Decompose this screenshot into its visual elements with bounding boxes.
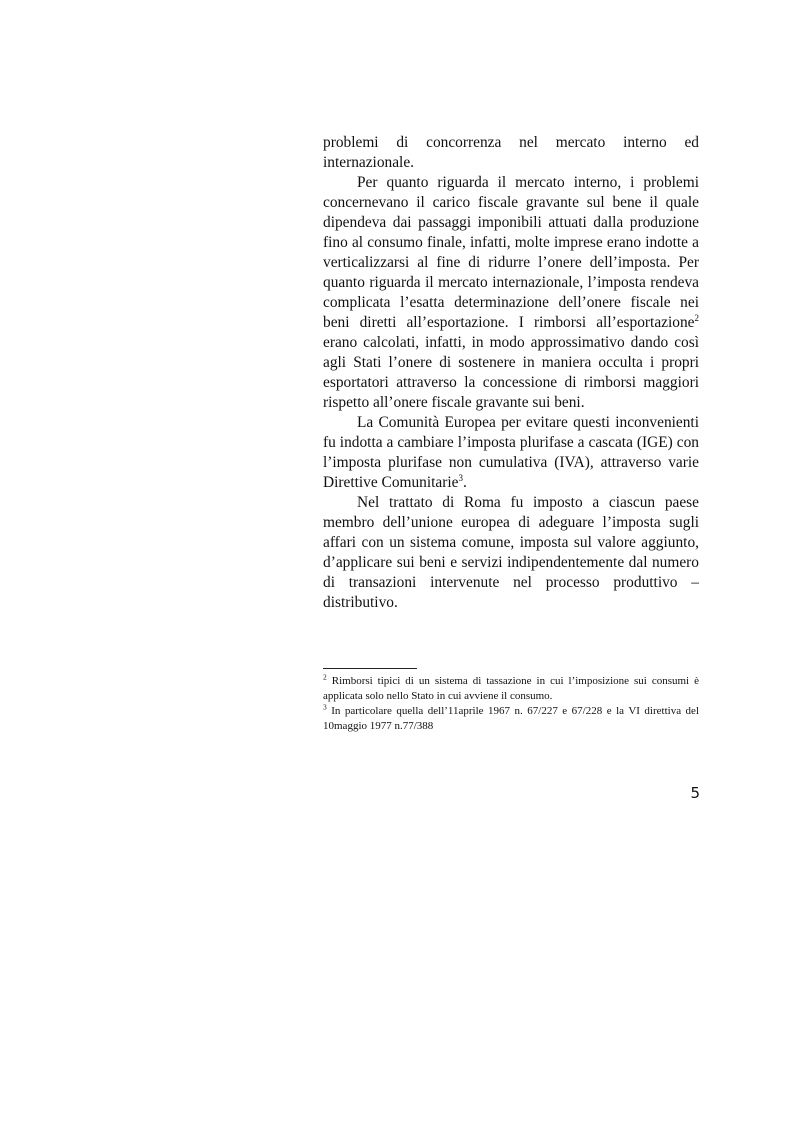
paragraph-2 xyxy=(323,173,699,413)
paragraph-1-text: problemi di concorrenza nel mercato interno ed internazionale. xyxy=(323,134,699,171)
paragraph-3 xyxy=(323,413,699,493)
footnote-ref-3[interactable]: 3 xyxy=(458,472,463,483)
paragraph-1 xyxy=(323,133,699,173)
paragraph-2-text-end: erano calcolati, infatti, in modo approssimativo dando così agli Stati l’onere di sostenere in maniera occulta i propri esportatori attraverso la concessione di rimborsi maggiori rispetto all’onere fiscale gravante sui beni. xyxy=(323,334,699,411)
paragraph-2-text-start: Per quanto riguarda il mercato interno, i problemi concernevano il carico fiscale gravante sul bene il quale dipendeva dai passaggi imponibili attuati dalla produzione fino al consumo finale, infatti, molte imprese erano indotte a verticalizzarsi al fine di ridurre l’onere dell’imposta. Per quanto riguarda il mercato internazionale, l’imposta rendeva complicata l’esatta determinazione dell’onere fiscale nei beni diretti all’esportazione. I rimborsi all’esportazione xyxy=(323,174,699,331)
body-text xyxy=(323,133,699,613)
footnote-2 xyxy=(323,674,699,704)
paragraph-3-text-end: . xyxy=(463,474,467,491)
footnote-3-marker: 3 xyxy=(323,702,327,712)
footnote-3 xyxy=(323,704,699,734)
page-number: 5 xyxy=(690,784,700,802)
footnote-2-text: Rimborsi tipici di un sistema di tassazione in cui l’imposizione sui consumi è applicata solo nello Stato in cui avviene il consumo. xyxy=(323,675,699,702)
paragraph-4 xyxy=(323,493,699,613)
footnotes xyxy=(323,674,699,734)
footnote-ref-2[interactable]: 2 xyxy=(694,312,699,323)
footnote-separator xyxy=(323,668,417,669)
paragraph-3-text-start: La Comunità Europea per evitare questi inconvenienti fu indotta a cambiare l’imposta plurifase a cascata (IGE) con l’imposta plurifase non cumulativa (IVA), attraverso varie Direttive Comunitarie xyxy=(323,414,699,491)
footnote-3-text: In particolare quella dell’11aprile 1967 n. 67/227 e 67/228 e la VI direttiva del 10maggio 1977 n.77/388 xyxy=(323,705,699,732)
paragraph-4-text: Nel trattato di Roma fu imposto a ciascun paese membro dell’unione europea di adeguare l’imposta sugli affari con un sistema comune, imposta sul valore aggiunto, d’applicare sui beni e servizi indipendentemente dal numero di transazioni intervenute nel processo produttivo – distributivo. xyxy=(323,494,699,611)
footnote-2-marker: 2 xyxy=(323,672,327,682)
